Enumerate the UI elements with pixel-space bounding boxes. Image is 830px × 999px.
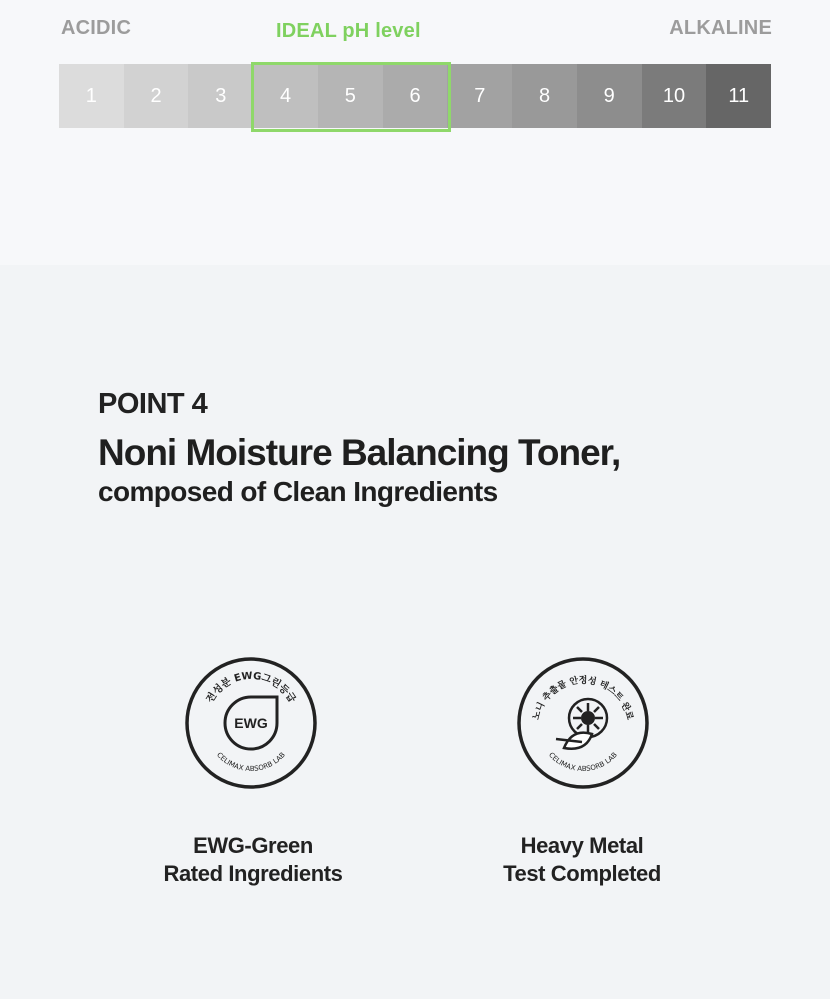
ph-cell: 6 (383, 64, 448, 128)
noni-fruit-badge-icon (516, 656, 650, 790)
ph-cell: 7 (447, 64, 512, 128)
ph-cell: 11 (706, 64, 771, 128)
noni-fruit-icon (569, 699, 607, 737)
badge-bottom-text: CELIMAX ABSORB LAB (215, 750, 287, 774)
feature-label-line: EWG-Green (193, 833, 313, 858)
alkaline-label: ALKALINE (669, 17, 772, 39)
badge-top-text: 전성분 EWG그린등급 (204, 670, 298, 705)
feature-label-line: Test Completed (503, 861, 661, 886)
badge-bottom-text: CELIMAX ABSORB LAB (547, 750, 619, 774)
ph-cell: 9 (577, 64, 642, 128)
acidic-label: ACIDIC (61, 17, 132, 39)
leaf-icon (556, 733, 592, 749)
ph-cell: 10 (642, 64, 707, 128)
feature-label-ewg (123, 832, 383, 888)
ideal-range-highlight (251, 62, 451, 132)
ewg-badge-icon (184, 656, 318, 790)
section-subheadline: composed of Clean Ingredients (98, 476, 498, 507)
point-number: POINT 4 (98, 388, 208, 420)
section-headline: Noni Moisture Balancing Toner, (98, 432, 621, 473)
badge-top-text: 노니 추출물 안정성 테스트 완료 (531, 676, 635, 722)
feature-label-heavy-metal (452, 832, 712, 888)
feature-label-line: Heavy Metal (520, 833, 644, 858)
feature-label-line: Rated Ingredients (163, 861, 343, 886)
ph-cell: 1 (59, 64, 124, 128)
ph-cell: 4 (253, 64, 318, 128)
ph-cell: 8 (512, 64, 577, 128)
ph-cell: 2 (124, 64, 189, 128)
ideal-ph-label: IDEAL pH level (276, 20, 421, 42)
ph-scale-section (0, 0, 830, 265)
badge-center-text: EWG (234, 715, 268, 731)
ph-cell: 3 (188, 64, 253, 128)
ph-cell: 5 (318, 64, 383, 128)
